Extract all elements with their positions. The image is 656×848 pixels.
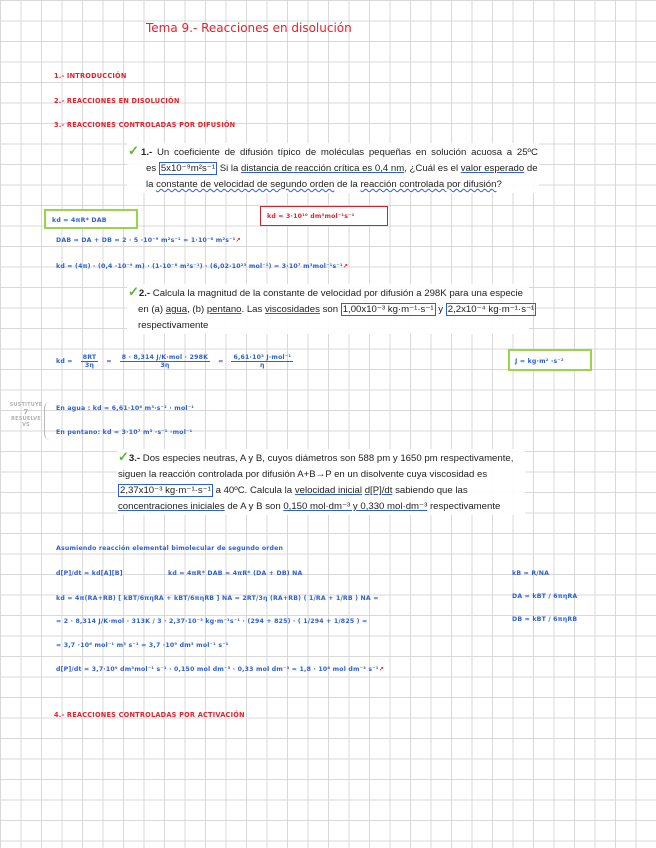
underlined-text: pentano (206, 304, 242, 315)
calc-text: kd = (56, 358, 73, 365)
question-text: de A y B son (224, 501, 284, 512)
calc-kd-fraction (56, 354, 293, 369)
section-heading-1: 1.- INTRODUCCIÓN (54, 72, 127, 80)
question-number: 1.- (140, 147, 153, 158)
calc-line-dab (56, 237, 241, 244)
arrow-icon: ↗ (235, 237, 241, 244)
side-note-text: RESUELVE (11, 416, 41, 422)
question-text: a 40ºC. Calcula la (212, 485, 295, 496)
fraction-numerator: 6,61·10³ J·mol⁻¹ (233, 354, 292, 361)
question-1-line-3 (128, 177, 538, 193)
equals-sign: = (218, 358, 224, 365)
question-text: . Las (241, 304, 265, 315)
question-2-line-2 (128, 302, 535, 318)
calc-line-kd (56, 263, 348, 270)
question-2-line-1 (128, 284, 528, 302)
question-text: y (435, 304, 446, 315)
underlined-text: viscosidades (264, 304, 320, 315)
question-text: ? (496, 179, 502, 190)
highlighted-value: 2,37x10⁻³ kg·m⁻¹·s⁻¹ (120, 485, 211, 496)
question-2-line-3: respectivamente (138, 320, 209, 331)
calc-line-2: kd = 4π(RA+RB) [ kBT/6πηRA + kBT/6πηRB ] NA = 2RT/3η (RA+RB) ( 1/RA + 1/RB ) NA = (56, 595, 379, 602)
side-note-text: SUSTITUYE (9, 402, 43, 408)
question-text: , (b) (187, 304, 207, 315)
kd-definition: kd = 4πR* DAB = 4πR* (DA + DB) NA (168, 570, 303, 577)
fraction (120, 354, 210, 369)
check-icon: ✓ (128, 143, 141, 158)
da-definition: DA = kBT / 6πηRA (512, 593, 578, 600)
fraction-denominator: 3η (84, 362, 95, 369)
result-pentano: En pentano: kd = 3·10⁷ m³ ·s⁻¹ ·mol⁻¹ (56, 429, 193, 436)
calc-line-4: = 3,7 ·10⁶ mol⁻¹ m³ s⁻¹ = 3,7 ·10⁹ dm³ mol⁻¹ s⁻¹ (56, 642, 229, 649)
db-definition: DB = kBT / 6πηRB (512, 616, 578, 623)
calc-text: DAB = DA + DB = 2 · 5 ·10⁻⁹ m²s⁻¹ = 1·10⁻⁸ m²s⁻¹ (56, 237, 236, 244)
question-number: 3.- (128, 453, 141, 464)
question-text: Dos especies neutras, A y B, cuyos diámetros son 588 pm y 1650 pm respectivamente, (142, 453, 514, 464)
question-text: sabiendo que las (392, 485, 468, 496)
question-3-line-4 (118, 499, 524, 515)
formula-box: kd = 4πR* DAB (44, 209, 138, 229)
units-box: J = kg·m² ·s⁻² (508, 349, 592, 371)
underlined-text: d[P]/dt (364, 485, 393, 496)
fraction (81, 354, 99, 369)
underlined-text: valor esperado (460, 163, 525, 174)
arrow-icon: ↗ (378, 666, 385, 673)
fraction-denominator: η (260, 362, 265, 369)
question-text: la (146, 179, 157, 190)
side-note (8, 402, 44, 428)
calc-line-5 (56, 666, 384, 673)
question-text: de (524, 163, 538, 174)
calc-text: kd = (4π) · (0,4 ·10⁻⁹ m) · (1·10⁻⁸ m²s⁻¹) · (6,02·10²³ mol⁻¹) = 3·10⁷ m³mol⁻¹s⁻¹ (56, 263, 343, 270)
question-text: Si la (217, 163, 242, 174)
question-text: es (146, 163, 159, 174)
question-1-line-2 (128, 161, 538, 177)
work-heading: Asumiendo reacción elemental bimolecular de segundo orden (56, 545, 284, 552)
calc-line-3: = 2 · 8,314 J/K·mol · 313K / 3 · 2,37·10⁻³ kg·m⁻¹s⁻¹ · (294 + 825) · ( 1/294 + 1/825 ) = (56, 618, 368, 625)
fraction (231, 354, 293, 369)
question-2 (127, 284, 535, 334)
underlined-text: agua (165, 304, 188, 315)
highlighted-value: 1,00x10⁻³ kg·m⁻¹·s⁻¹ (342, 304, 434, 315)
fraction-denominator: 3η (160, 362, 170, 369)
calc-text: d[P]/dt = 3,7·10⁹ dm³mol⁻¹ s⁻¹ · 0,150 mol dm⁻³ · 0,33 mol dm⁻³ = 1,8 · 10⁸ mol dm⁻³ s⁻¹ (56, 666, 379, 673)
fraction-numerator: 8 · 8,314 J/K·mol · 298K (121, 354, 209, 361)
underlined-text: 0,150 mol·dm⁻³ y 0,330 mol·dm⁻³ (283, 501, 428, 512)
result-box: kd = 3·10¹⁰ dm³mol⁻¹s⁻¹ (260, 206, 388, 226)
question-3-line-3 (118, 483, 524, 499)
question-number: 2.- (138, 288, 151, 299)
question-text: en (a) (138, 304, 166, 315)
kb-definition: kB = R/NA (512, 570, 550, 577)
underlined-text: concentraciones iniciales (118, 501, 225, 512)
page-title: Tema 9.- Reacciones en disolución (146, 21, 352, 35)
underlined-text: distancia de reacción crítica es 0,4 nm (241, 163, 405, 174)
side-note-text: 7 (23, 408, 29, 416)
section-heading-4: 4.- REACCIONES CONTROLADAS POR ACTIVACIÓN (54, 711, 245, 719)
underlined-text: velocidad inicial (294, 485, 363, 496)
question-3 (117, 449, 525, 515)
underlined-text: reacción controlada por difusión (360, 179, 497, 190)
question-text: , ¿Cuál es el (404, 163, 461, 174)
fraction-numerator: 8RT (82, 354, 97, 361)
highlighted-value: 5x10⁻⁹m²s⁻¹ (160, 163, 216, 174)
result-agua: En agua : kd = 6,61·10⁶ m³·s⁻¹ · mol⁻¹ (56, 405, 195, 412)
question-text: Un coeficiente de difusión típico de moléculas pequeñas en solución acuosa a 25ºC (156, 147, 538, 158)
check-icon: ✓ (118, 449, 129, 464)
question-3-line-2: siguen la reacción controlada por difusión A+B→P en un disolvente cuya viscosidad es (118, 469, 488, 480)
check-icon: ✓ (128, 284, 139, 299)
question-text: respectivamente (427, 501, 501, 512)
question-1-line-1 (128, 143, 538, 161)
highlighted-value: 2,2x10⁻⁴ kg·m⁻¹·s⁻¹ (447, 304, 535, 315)
question-1 (127, 143, 539, 193)
question-text: Calcula la magnitud de la constante de velocidad por difusión a 298K para una especie (152, 288, 523, 299)
arrow-icon: ↗ (342, 263, 349, 270)
question-text: son (319, 304, 341, 315)
section-heading-3: 3.- REACCIONES CONTROLADAS POR DIFUSIÓN (54, 121, 236, 129)
equals-sign: = (106, 358, 112, 365)
question-3-line-1 (118, 449, 524, 467)
side-note-text: VS (22, 422, 30, 428)
question-text: de la (334, 179, 361, 190)
section-heading-2: 2.- REACCIONES EN DISOLUCIÓN (54, 97, 180, 105)
rate-equation: d[P]/dt = kd[A][B] (56, 570, 123, 577)
underlined-text: constante de velocidad de segundo orden (156, 179, 335, 190)
brace (44, 402, 51, 440)
